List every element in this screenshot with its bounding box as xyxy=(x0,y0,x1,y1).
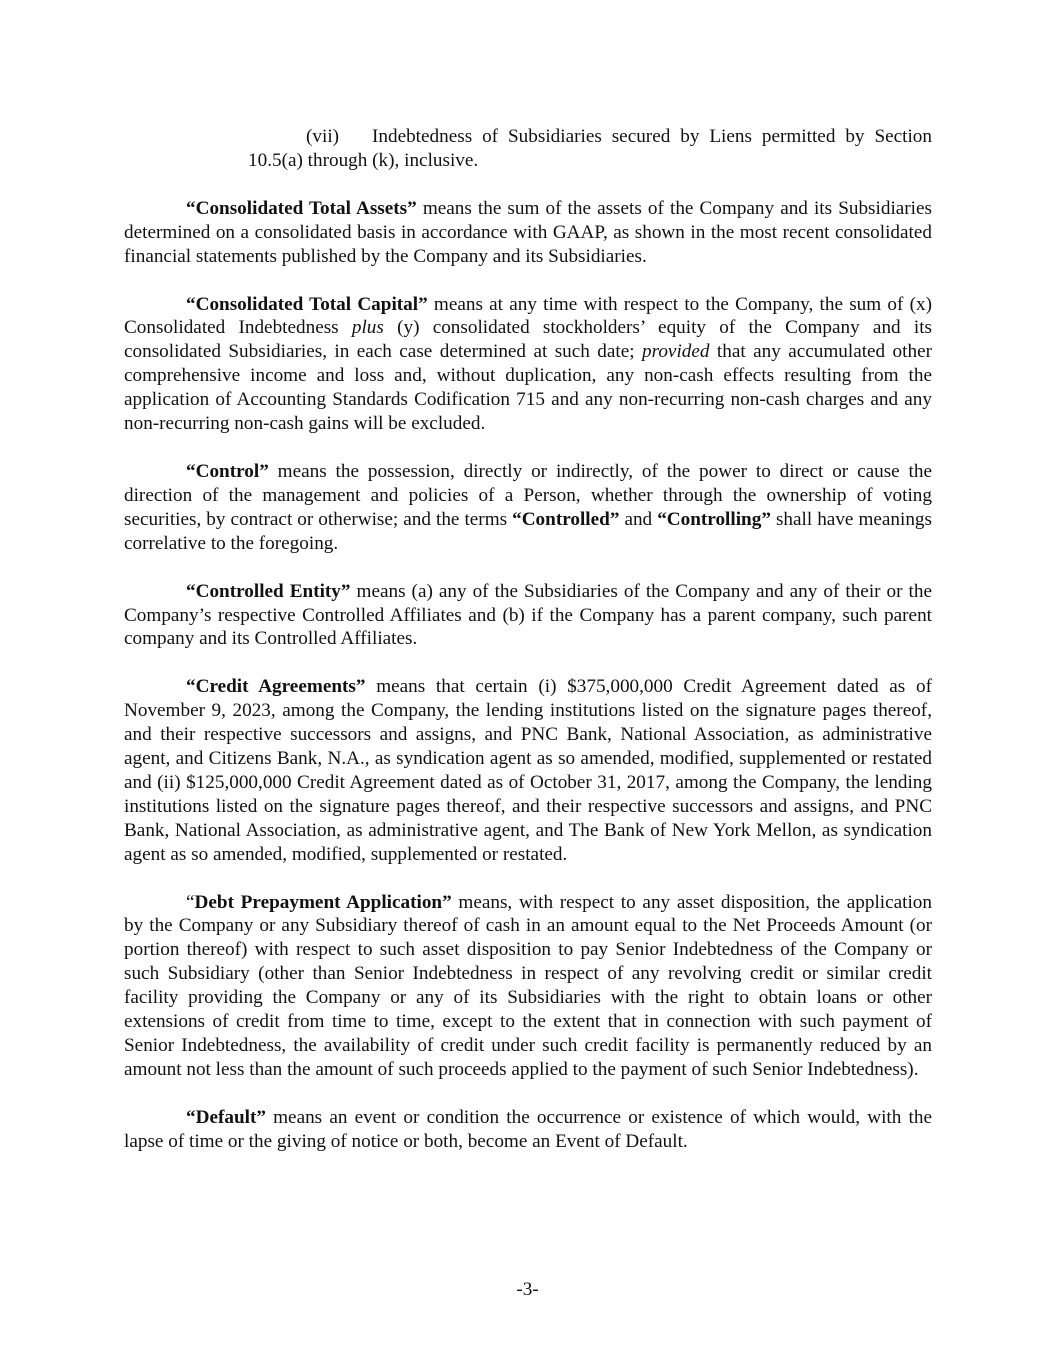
italic-plus: plus xyxy=(351,317,384,339)
definition-consolidated-total-capital xyxy=(124,293,932,436)
open-quote: “ xyxy=(186,891,195,913)
definition-control xyxy=(124,460,932,556)
definition-text: (y) consolidated stockholders’ equity of the Company and its consolidated Subsidiaries, in each case determined at such date; xyxy=(124,317,932,363)
definition-text: means, with respect to any asset disposition, the application by the Company or any Subsidiary thereof of cash in an amount equal to the Net Proceeds Amount (or portion thereof) with respect to such asset disposition to pay Senior Indebtedness of the Company or such Subsidiary (other than Senior Indebtedness in respect of any revolving credit or similar credit facility providing the Company or any of its Subsidiaries with the right to obtain loans or other extensions of credit from time to time, except to the extent that in connection with such payment of Senior Indebtedness, the availability of credit under such credit facility is permanently reduced by an amount not less than the amount of such proceeds applied to the payment of such Senior Indebtedness). xyxy=(124,891,932,1080)
defined-term: “Controlled Entity” xyxy=(186,580,351,602)
definition-text: means the possession, directly or indirectly, of the power to direct or cause the direction of the management and policies of a Person, whether through the ownership of voting securities, by contract or otherwise; and the terms xyxy=(124,460,932,530)
definition-consolidated-total-assets xyxy=(124,197,932,269)
definition-text: means at any time with respect to the Company, the sum of (x) Consolidated Indebtedness xyxy=(124,293,932,339)
clause-number: (vii) xyxy=(306,126,340,147)
defined-term: Debt Prepayment Application” xyxy=(194,891,452,913)
definition-text: means (a) any of the Subsidiaries of the Company and any of their or the Company’s respective Controlled Affiliates and (b) if the Company has a parent company, such parent company and its Controlled Affiliates. xyxy=(124,580,932,650)
defined-term: “Consolidated Total Assets” xyxy=(186,197,417,219)
page-number: -3- xyxy=(516,1279,539,1300)
definition-text: means the sum of the assets of the Company and its Subsidiaries determined on a consolidated basis in accordance with GAAP, as shown in the most recent consolidated financial statements published by the Company and its Subsidiaries. xyxy=(124,197,932,267)
document-body xyxy=(124,125,932,1178)
definition-text: means an event or condition the occurrence or existence of which would, with the lapse of time or the giving of notice or both, become an Event of Default. xyxy=(124,1106,932,1152)
defined-term: “Control” xyxy=(186,460,269,482)
defined-term-controlled: “Controlled” xyxy=(512,508,620,530)
definition-text: means that certain (i) $375,000,000 Credit Agreement dated as of November 9, 2023, among the Company, the lending institutions listed on the signature pages thereof, and their respective successors and assigns, and PNC Bank, National Association, as administrative agent, and Citizens Bank, N.A., as syndication agent as so amended, modified, supplemented or restated and (ii) $125,000,000 Credit Agreement dated as of October 31, 2017, among the Company, the lending institutions listed on the signature pages thereof, and their respective successors and assigns, and PNC Bank, National Association, as administrative agent, and The Bank of New York Mellon, as syndication agent as so amended, modified, supplemented or restated. xyxy=(124,676,932,865)
definition-default xyxy=(124,1106,932,1154)
clause-vii xyxy=(248,125,932,173)
clause-text: Indebtedness of Subsidiaries secured by Liens permitted by Section 10.5(a) through (k), inclusive. xyxy=(248,126,932,171)
definition-text: that any accumulated other comprehensive income and loss and, without duplication, any non-cash effects resulting from the application of Accounting Standards Codification 715 and any non-recurring non-cash charges and any non-recurring non-cash gains will be excluded. xyxy=(124,341,932,435)
definition-text: and xyxy=(619,508,658,530)
italic-provided: provided xyxy=(641,341,710,363)
definition-debt-prepayment-application xyxy=(124,891,932,1082)
defined-term: “Default” xyxy=(186,1106,266,1128)
definition-credit-agreements xyxy=(124,675,932,866)
definition-controlled-entity xyxy=(124,580,932,652)
defined-term-controlling: “Controlling” xyxy=(657,508,771,530)
defined-term: “Credit Agreements” xyxy=(186,676,366,698)
definition-text: shall have meanings correlative to the foregoing. xyxy=(124,508,932,554)
defined-term: “Consolidated Total Capital” xyxy=(186,293,428,315)
